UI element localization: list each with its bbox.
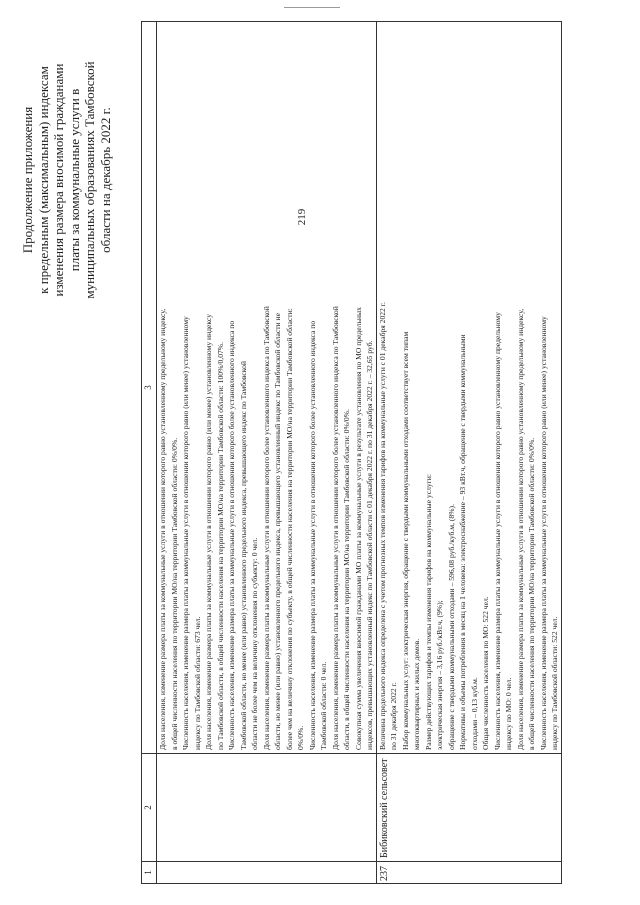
- table-row-continued: [157, 22, 377, 884]
- text-line: Численность населения, изменение размера платы за коммунальные услуги в отношении которого более установленного индекса по: [227, 320, 236, 750]
- text-line: области, в общей численности населения на территории МО/на территории Тамбовской области: 0%/0%.: [342, 409, 351, 750]
- caption-line: области на декабрь 2022 г.: [97, 107, 113, 253]
- header-cell-3: 3: [142, 22, 157, 754]
- text-line: в общей численности населения по территории МО/на территории Тамбовской области: 0%/0%.: [169, 437, 179, 750]
- text-line: 0%/0%.: [296, 725, 305, 750]
- caption-line: муниципальных образованиях Тамбовской: [82, 61, 97, 299]
- caption-line: изменения размера вносимой гражданами: [51, 63, 66, 297]
- text-line: индексу по Тамбовской области: 522 чел.: [550, 616, 559, 750]
- text-line: индексу по МО: 0 чел.: [504, 677, 513, 750]
- indices-table: [141, 21, 562, 884]
- text-line: Численность населения, изменение размера платы за коммунальные услуги в отношении которого равно установленному предельному: [492, 312, 502, 750]
- text-line: Размер действующих тарифов и темпы изменения тарифов на коммунальные услуги:: [423, 474, 433, 750]
- page-number: 219: [296, 208, 308, 226]
- text-line: индексу по Тамбовской области: 673 чел.: [192, 616, 202, 750]
- text-line: Доля населения, изменение размера платы за коммунальные услуги в отношении которого равно установленному предельному индексу,: [158, 308, 167, 750]
- table-row-237: [376, 22, 561, 884]
- text-line: Общая численность населения по МО: 522 чел.: [481, 596, 490, 750]
- text-line: Численность населения, изменение размера платы за коммунальные услуги в отношении которого равно (или менее) установленному: [538, 316, 548, 750]
- appendix-caption: [20, 30, 113, 330]
- text-line: по Тамбовской области, в общей численности населения на территории МО/на территории Тамбовской области: 100%/0,07%.: [215, 341, 225, 750]
- caption-line: платы за коммунальные услуги в: [66, 88, 82, 272]
- caption-line: к предельным (максимальным) индексам: [35, 66, 51, 294]
- row-content-cell: [157, 22, 377, 754]
- header-cell-2: 2: [142, 754, 157, 862]
- text-line: многоквартирных и жилых домов.: [412, 638, 421, 750]
- row-content-cell: [376, 22, 561, 754]
- row-number-cell: [157, 862, 377, 884]
- text-line: Доля населения, изменение размера платы за коммунальные услуги в отношении которого более установленного индекса по Тамбовской: [261, 306, 271, 750]
- caption-line: Продолжение приложения: [20, 106, 35, 254]
- text-line: обращение с твердыми коммунальными отходами – 596,08 руб./куб.м, (8%).: [446, 504, 456, 750]
- text-line: более чем на величину отклонения по субъекту, в общей численности населения на территории МО/на территории Тамбовской области:: [284, 308, 294, 750]
- row-name-cell: Бибиковский сельсовет: [376, 754, 561, 862]
- text-line: Доля населения, изменение размера платы за коммунальные услуги в отношении которого равно (или менее) установленному индексу: [204, 314, 213, 750]
- text-line: Величина предельного индекса определена с учетом прогнозных темпов изменения тарифов на коммунальные услуги с 01 декабря 2022 г.: [377, 302, 387, 750]
- text-line: Набор коммунальных услуг: электрическая энергия, обращение с твердыми коммунальными отходами соответствует всем типам: [400, 331, 410, 750]
- text-line: электрическая энергия – 3,16 руб./кВт.ч, (9%);: [435, 600, 444, 750]
- text-line: Доля населения, изменение размера платы за коммунальные услуги в отношении которого равно установленному предельному индексу,: [515, 308, 525, 750]
- text-line: индексов, превышающих установленный индекс по Тамбовской области с 01 декабря 2022 г. по 31 декабря 2022 г. – 32,65 руб.: [365, 340, 374, 750]
- text-line: по 31 декабря 2022 г.: [389, 682, 398, 750]
- header-cell-1: 1: [142, 862, 157, 884]
- text-line: Тамбовской области: 0 чел.: [319, 661, 328, 750]
- text-line: Численность населения, изменение размера платы за коммунальные услуги в отношении которого более установленного индекса по: [307, 320, 317, 750]
- text-line: Доля населения, изменение размера платы за коммунальные услуги в отношении которого более установленного индекса по Тамбовской: [330, 306, 340, 750]
- text-line: отходами – 0,13 куб.м.: [469, 677, 479, 750]
- row-name-cell: [157, 754, 377, 862]
- text-line: Совокупная сумма увеличения вносимой гражданами МО платы за коммунальные услуги в результате установления по МО предельных: [353, 307, 363, 750]
- text-line: Численность населения, изменение размера платы за коммунальные услуги в отношении которого равно (или менее) установленному: [181, 316, 190, 750]
- text-line: области, но менее (или равно) установленного предельного индекса, превышающего установленный индекс по Тамбовской области не: [273, 313, 282, 750]
- text-line: области не более чем на величину отклонения по субъекту: 0 чел.: [250, 537, 259, 750]
- table-header-row: [142, 22, 157, 884]
- text-line: в общей численности населения по территории МО/на территории Тамбовской области: 0%/0%.: [527, 437, 536, 750]
- text-line: Нормативы и объемы потребления в месяц на 1 человека: электроснабжение – 93 кВт.ч, обращение с твердыми коммунальными: [458, 334, 467, 750]
- text-line: Тамбовской области, но менее (или равно) установленного предельного индекса, превышающего индекс по Тамбовской: [238, 361, 248, 750]
- row-number-cell: 237: [376, 862, 561, 884]
